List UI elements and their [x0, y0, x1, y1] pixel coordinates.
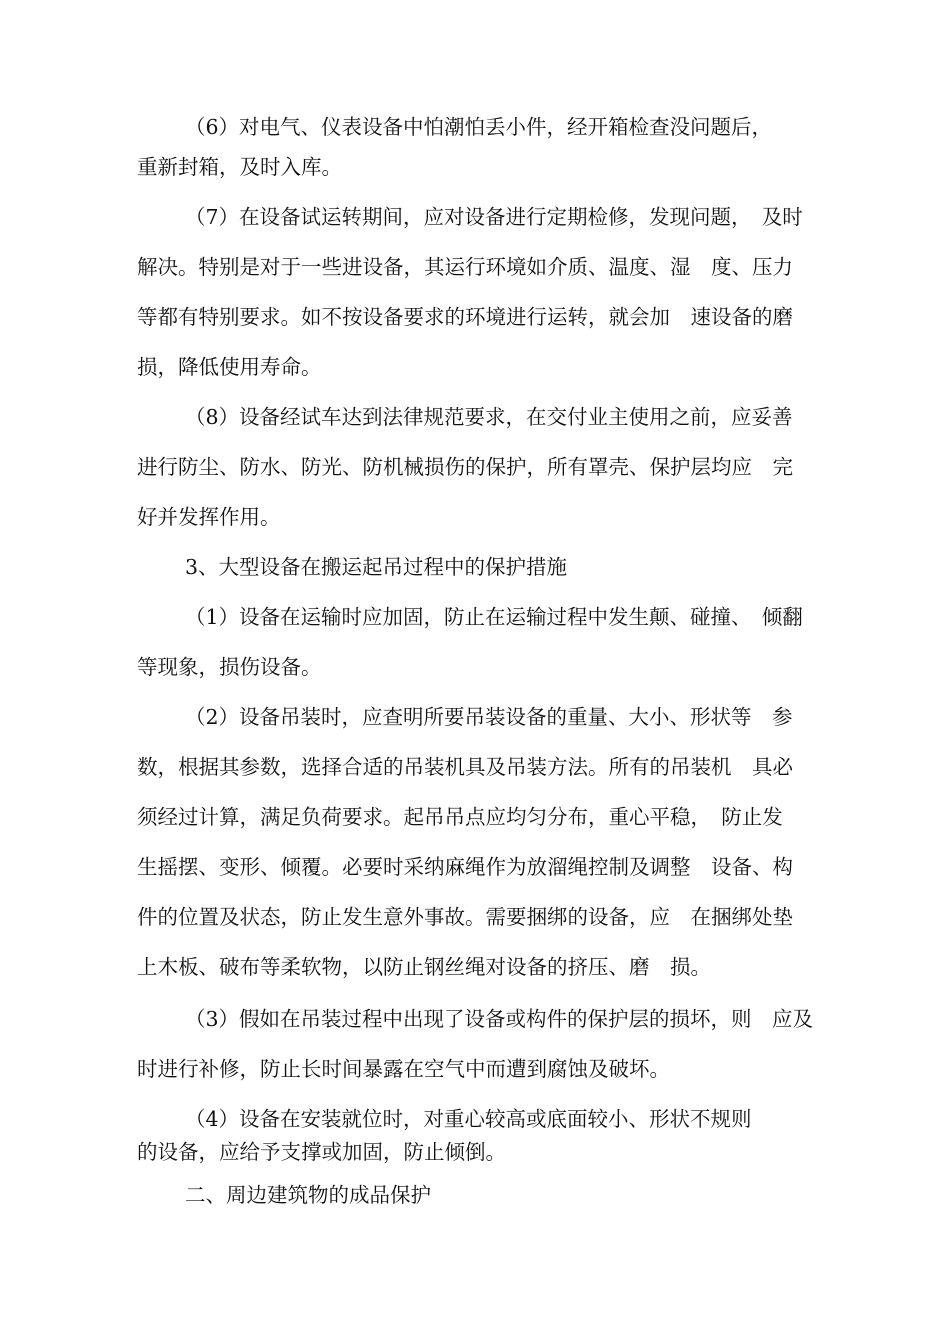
paragraph-item-7-line-3: 等都有特别要求。如不按设备要求的环境进行运转，就会加 速设备的磨 — [137, 305, 793, 329]
paragraph-item-8-line-3: 好并发挥作用。 — [137, 505, 281, 529]
paragraph-sub-2-line-1: （2）设备吊装时，应查明所要吊装设备的重量、大小、形状等 参 — [185, 705, 793, 729]
section-heading-2: 二、周边建筑物的成品保护 — [185, 1183, 431, 1207]
paragraph-sub-1-line-1: （1）设备在运输时应加固，防止在运输过程中发生颠、碰撞、 倾翻 — [185, 605, 803, 629]
paragraph-sub-2-line-2: 数，根据其参数，选择合适的吊装机具及吊装方法。所有的吊装机 具必 — [137, 755, 793, 779]
paragraph-item-8-line-2: 进行防尘、防水、防光、防机械损伤的保护，所有罩壳、保护层均应 完 — [137, 455, 793, 479]
paragraph-item-7-line-4: 损，降低使用寿命。 — [137, 355, 322, 379]
paragraph-sub-2-line-5: 件的位置及状态，防止发生意外事故。需要捆绑的设备，应 在捆绑处垫 — [137, 905, 793, 929]
section-heading-3: 3、大型设备在搬运起吊过程中的保护措施 — [185, 555, 568, 579]
paragraph-item-7-line-1: （7）在设备试运转期间，应对设备进行定期检修，发现问题， 及时 — [185, 205, 803, 229]
paragraph-item-7-line-2: 解决。特别是对于一些进设备，其运行环境如介质、温度、湿 度、压力 — [137, 255, 793, 279]
paragraph-sub-2-line-4: 生摇摆、变形、倾覆。必要时采纳麻绳作为放溜绳控制及调整 设备、构 — [137, 855, 793, 879]
paragraph-sub-3-line-2: 时进行补修，防止长时间暴露在空气中而遭到腐蚀及破坏。 — [137, 1057, 670, 1081]
paragraph-sub-2-line-3: 须经过计算，满足负荷要求。起吊吊点应均匀分布，重心平稳， 防止发 — [137, 805, 783, 829]
paragraph-sub-4-line-1: （4）设备在安装就位时，对重心较高或底面较小、形状不规则 — [185, 1107, 752, 1131]
paragraph-item-6-line-1: （6）对电气、仪表设备中怕潮怕丢小件，经开箱检查没问题后， — [185, 115, 773, 139]
paragraph-sub-4-line-2: 的设备，应给予支撑或加固，防止倾倒。 — [137, 1140, 506, 1164]
paragraph-sub-2-line-6: 上木板、破布等柔软物，以防止钢丝绳对设备的挤压、磨 损。 — [137, 955, 711, 979]
paragraph-item-6-line-2: 重新封箱，及时入库。 — [137, 155, 342, 179]
paragraph-sub-1-line-2: 等现象，损伤设备。 — [137, 655, 322, 679]
paragraph-item-8-line-1: （8）设备经试车达到法律规范要求，在交付业主使用之前，应妥善 — [185, 405, 793, 429]
paragraph-sub-3-line-1: （3）假如在吊装过程中出现了设备或构件的保护层的损坏，则 应及 — [185, 1007, 814, 1031]
